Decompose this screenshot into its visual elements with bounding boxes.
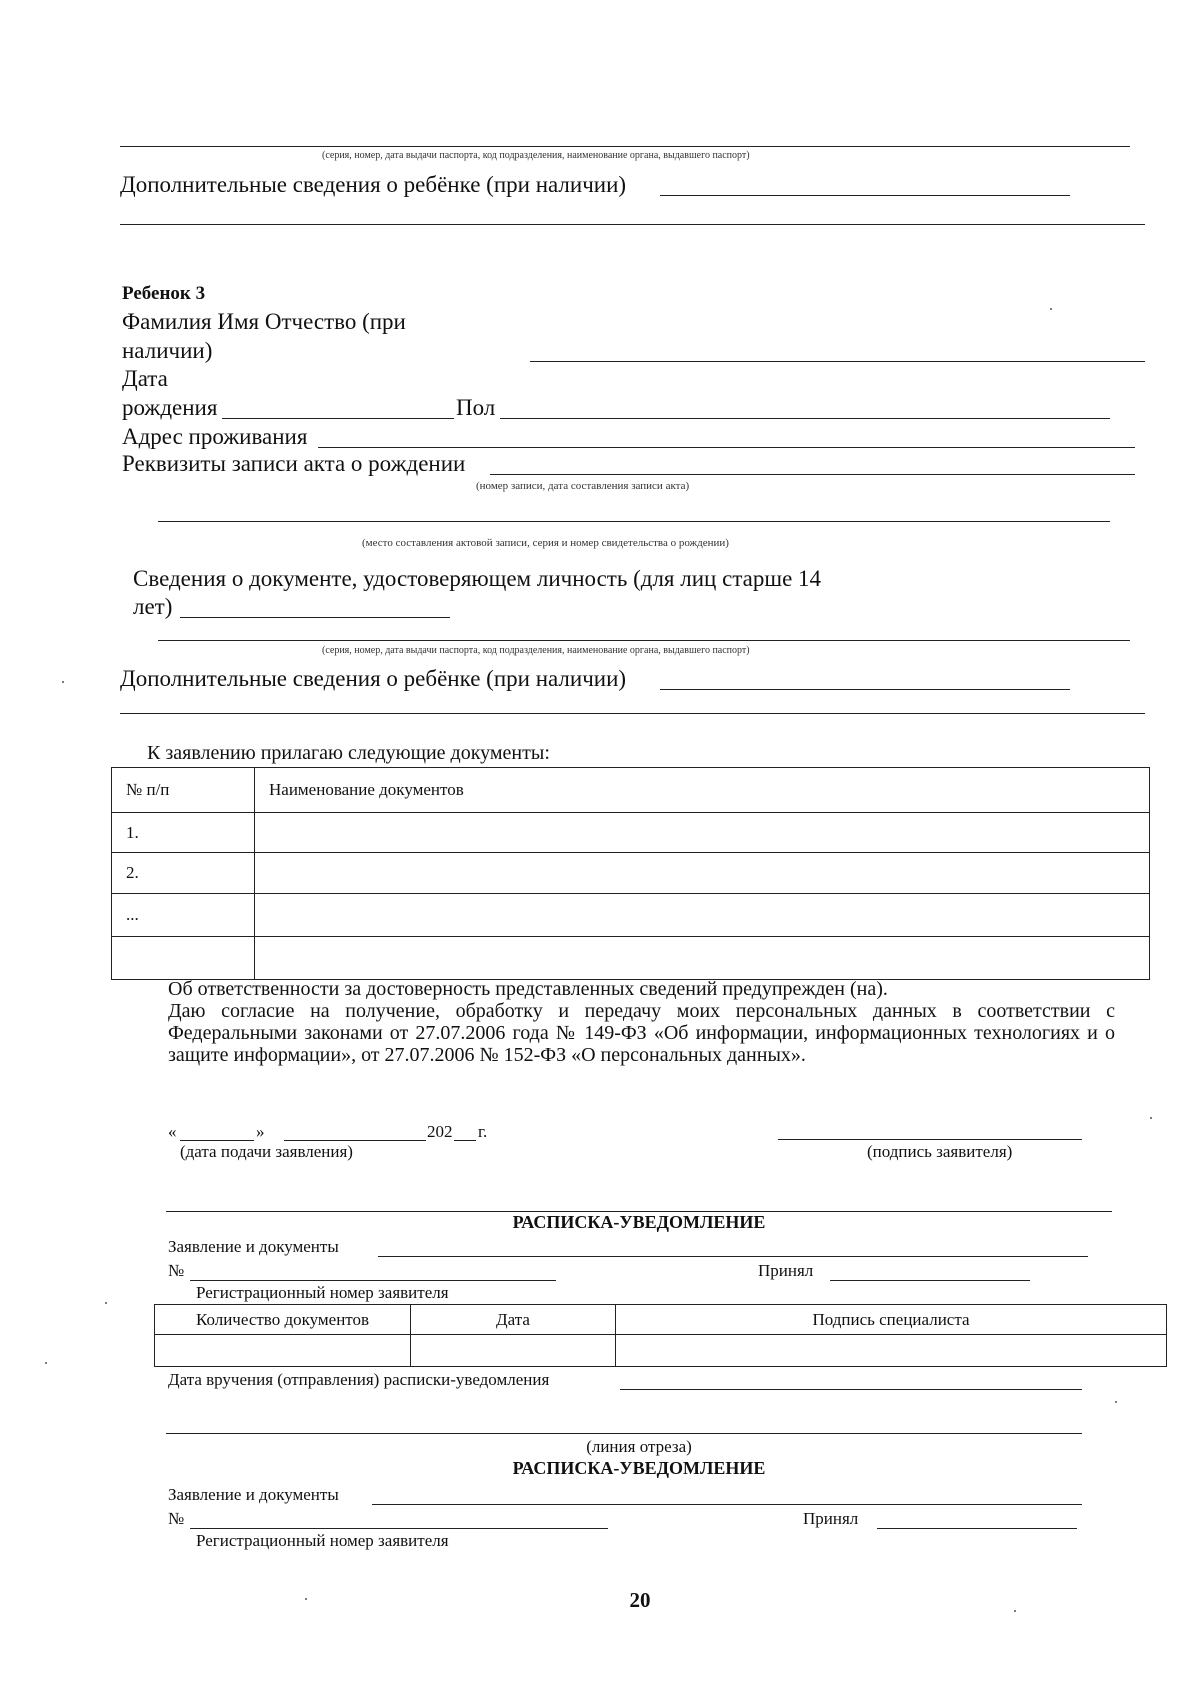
child3-heading: Ребенок 3 <box>122 283 206 304</box>
child3-birth-place-field[interactable] <box>158 521 1110 522</box>
cut-line-label: (линия отреза) <box>586 1437 692 1456</box>
date-month-field[interactable] <box>284 1140 426 1141</box>
row-number: ... <box>112 894 255 937</box>
receipt2-title: РАСПИСКА-УВЕДОМЛЕНИЕ <box>512 1458 766 1478</box>
receipt1-accepted-field[interactable] <box>830 1280 1030 1281</box>
table-row <box>112 813 1150 853</box>
responsibility-statement: Об ответственности за достоверность представленных сведений предупрежден (на). <box>168 978 888 1000</box>
receipt1-accepted-label: Принял <box>758 1261 814 1280</box>
scan-speck <box>62 681 64 683</box>
scan-speck <box>1150 1117 1152 1119</box>
table-row <box>155 1335 1167 1367</box>
child3-fio-label-2: наличии) <box>122 338 213 363</box>
col-header-name: Наименование документов <box>255 768 1150 813</box>
document-name-cell[interactable] <box>255 894 1150 937</box>
receipt1-table <box>154 1304 1167 1367</box>
child3-gender-label: Пол <box>456 395 496 420</box>
document-name-cell[interactable] <box>255 937 1150 980</box>
child3-dob-field[interactable] <box>222 418 454 419</box>
passport-line-top <box>120 146 1130 147</box>
receipt1-number-label: № <box>168 1261 185 1280</box>
child3-additional-info-field[interactable] <box>660 689 1070 690</box>
attachments-table <box>111 767 1150 980</box>
child3-passport-field[interactable] <box>158 640 1130 641</box>
receipt2-reg-number-label: Регистрационный номер заявителя <box>196 1531 449 1550</box>
child3-birth-record-field[interactable] <box>490 474 1135 475</box>
scan-speck <box>1115 1401 1117 1403</box>
table-row <box>112 894 1150 937</box>
child3-passport-hint: (серия, номер, дата выдачи паспорта, код подразделения, наименование органа, выдавшего паспорт) <box>322 645 750 656</box>
receipt1-delivery-date-field[interactable] <box>620 1389 1082 1390</box>
col-header-date: Дата <box>411 1305 616 1335</box>
child3-address-label: Адрес проживания <box>122 424 308 449</box>
receipt1-docs-label: Заявление и документы <box>168 1237 339 1256</box>
child3-gender-field[interactable] <box>500 418 1110 419</box>
receipt1-header-row <box>155 1305 1167 1335</box>
date-year-suffix: г. <box>478 1122 488 1141</box>
table-row <box>112 937 1150 980</box>
scan-speck <box>305 1598 307 1600</box>
signature-caption: (подпись заявителя) <box>867 1142 1013 1161</box>
receipt2-number-field[interactable] <box>190 1528 608 1529</box>
child3-additional-info-label: Дополнительные сведения о ребёнке (при наличии) <box>120 666 627 691</box>
receipt1-delivery-date-label: Дата вручения (отправления) расписки-уведомления <box>168 1370 550 1389</box>
receipt1-number-field[interactable] <box>190 1280 556 1281</box>
col-header-doc-count: Количество документов <box>155 1305 411 1335</box>
col-header-number: № п/п <box>112 768 255 813</box>
table-row <box>112 853 1150 894</box>
receipt1-reg-number-label: Регистрационный номер заявителя <box>196 1283 449 1302</box>
child3-additional-info-field-2[interactable] <box>120 713 1145 714</box>
receipt1-docs-field[interactable] <box>378 1256 1088 1257</box>
specialist-signature-cell[interactable] <box>616 1335 1167 1367</box>
row-number <box>112 937 255 980</box>
col-header-specialist-signature: Подпись специалиста <box>616 1305 1167 1335</box>
child3-dob-label-2: рождения <box>122 395 218 420</box>
date-cell[interactable] <box>411 1335 616 1367</box>
scan-speck <box>1014 1610 1016 1612</box>
receipt2-accepted-field[interactable] <box>877 1528 1077 1529</box>
child3-dob-label: Дата <box>122 366 168 391</box>
child3-address-field[interactable] <box>318 447 1135 448</box>
child3-birth-record-hint: (номер записи, дата составления записи акта) <box>476 480 690 492</box>
child3-id-doc-label: Сведения о документе, удостоверяющем личность (для лиц старше 14 <box>133 566 822 591</box>
attachments-intro: К заявлению прилагаю следующие документы: <box>147 742 550 764</box>
additional-info-line-top[interactable] <box>660 195 1070 196</box>
child3-birth-place-hint: (место составления актовой записи, серия и номер свидетельства о рождении) <box>362 537 729 549</box>
additional-info-line-top-2[interactable] <box>120 224 1145 225</box>
row-number: 1. <box>112 813 255 853</box>
child3-fio-field[interactable] <box>530 361 1145 362</box>
attachments-header-row <box>112 768 1150 813</box>
receipt1-title: РАСПИСКА-УВЕДОМЛЕНИЕ <box>512 1212 766 1232</box>
additional-info-label-top: Дополнительные сведения о ребёнке (при наличии) <box>120 172 627 197</box>
passport-hint-top: (серия, номер, дата выдачи паспорта, код подразделения, наименование органа, выдавшего паспорт) <box>322 150 750 161</box>
receipt2-docs-label: Заявление и документы <box>168 1485 339 1504</box>
scan-speck <box>105 1302 107 1304</box>
document-name-cell[interactable] <box>255 813 1150 853</box>
document-name-cell[interactable] <box>255 853 1150 894</box>
scan-speck <box>45 1362 47 1364</box>
date-year-field[interactable] <box>454 1140 476 1141</box>
receipt2-number-label: № <box>168 1509 185 1528</box>
receipt2-accepted-label: Принял <box>803 1509 859 1528</box>
row-number: 2. <box>112 853 255 894</box>
date-caption: (дата подачи заявления) <box>180 1142 353 1161</box>
cut-line <box>166 1433 1082 1434</box>
child3-birth-record-label: Реквизиты записи акта о рождении <box>122 451 466 476</box>
date-quote-close: » <box>256 1122 265 1141</box>
scan-speck <box>1050 308 1052 310</box>
doc-count-cell[interactable] <box>155 1335 411 1367</box>
child3-id-doc-label-2: лет) <box>133 594 173 619</box>
page-number: 20 <box>629 1588 651 1612</box>
date-day-field[interactable] <box>180 1140 254 1141</box>
child3-fio-label: Фамилия Имя Отчество (при <box>122 309 406 334</box>
child3-id-doc-field[interactable] <box>180 617 450 618</box>
receipt2-docs-field[interactable] <box>372 1504 1082 1505</box>
date-quote-open: « <box>168 1122 177 1141</box>
consent-statement: Даю согласие на получение, обработку и передачу моих персональных данных в соответствии с Федеральными законами от 27.07.2006 года № 149-ФЗ «Об информации, информационных технологиях и о защите информации», от 27.07.2006 № 152-ФЗ «О персональных данных». <box>168 1000 1115 1066</box>
applicant-signature-field[interactable] <box>778 1139 1082 1140</box>
date-year-prefix: 202 <box>427 1122 453 1141</box>
